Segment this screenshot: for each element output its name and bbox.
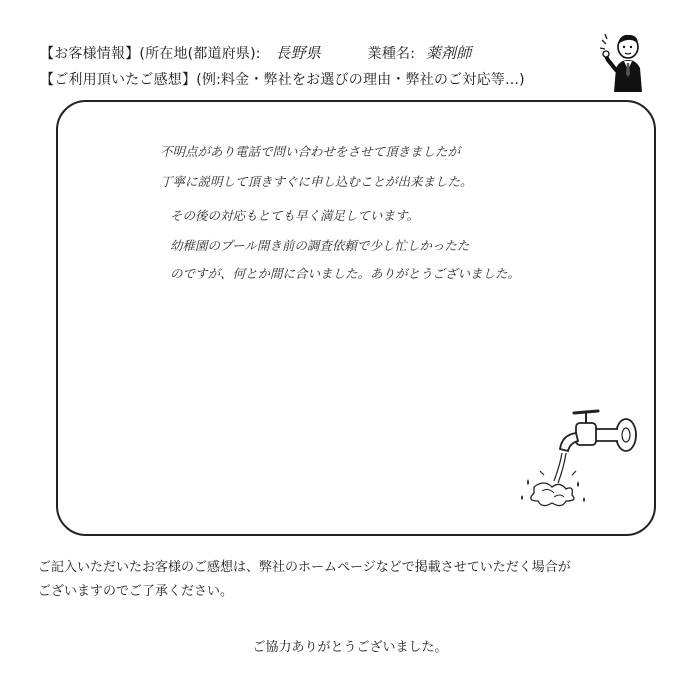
comment-line: 不明点があり電話で問い合わせをさせて頂きましたが: [160, 144, 461, 159]
comment-example: (例:料金・弊社をお選びの理由・弊社のご対応等…): [196, 72, 525, 88]
water-faucet-illustration-icon: [514, 405, 644, 515]
customer-info-label: 【お客様情報】: [40, 46, 140, 62]
publication-notice: [38, 556, 668, 604]
comment-line: 丁寧に説明して頂きすぐに申し込むことが出来ました。: [160, 174, 473, 189]
businessman-illustration-icon: [596, 30, 654, 96]
location-value: 長野県: [275, 44, 321, 62]
comment-line: 幼稚園のプール開き前の調査依頼で少し忙しかったた: [170, 238, 470, 253]
customer-info-row: [40, 42, 471, 63]
comment-label: 【ご利用頂いたご感想】: [40, 72, 197, 88]
occupation-label: 業種名:: [367, 46, 416, 62]
notice-line-2: ございますのでご了承ください。: [38, 584, 234, 599]
comment-line: その後の対応もとても早く満足しています。: [170, 208, 420, 223]
comment-line: のですが、何とか間に合いました。ありがとうございました。: [170, 266, 521, 281]
comment-heading-row: [40, 69, 525, 89]
location-label: (所在地(都道府県):: [139, 46, 261, 62]
notice-line-1: ご記入いただいたお客様のご感想は、弊社のホームページなどで掲載させていただく場合が: [38, 560, 571, 575]
thanks-message: ご協力ありがとうございました。: [252, 640, 448, 655]
occupation-value: 薬剤師: [425, 44, 472, 62]
